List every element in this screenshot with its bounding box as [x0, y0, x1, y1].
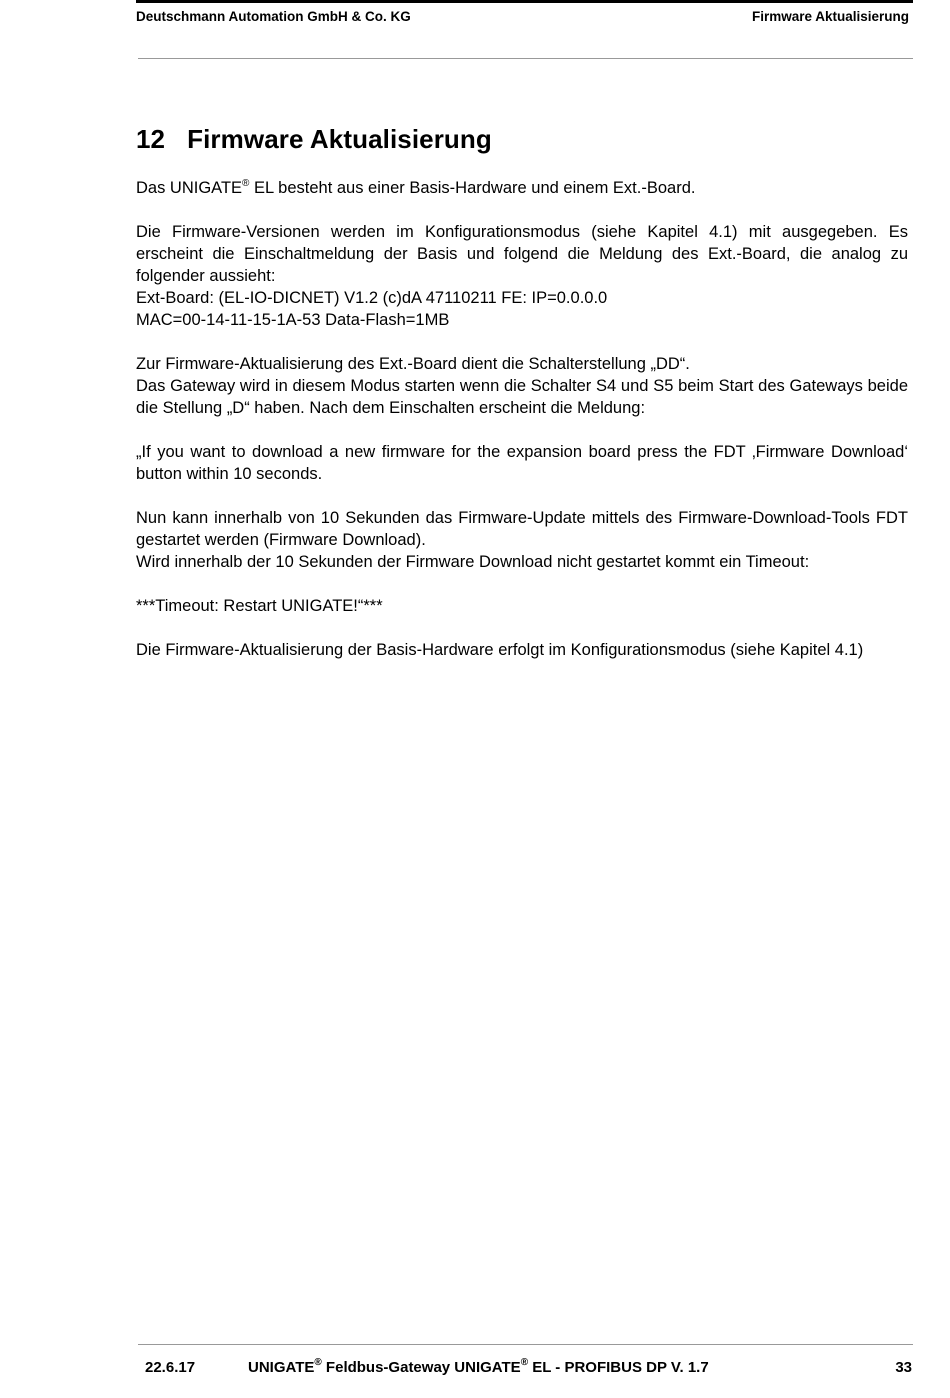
ext-board-line-2: MAC=00-14-11-15-1A-53 Data-Flash=1MB: [136, 311, 450, 329]
footer-divider: [138, 1344, 913, 1345]
footer-registered-a: ®: [314, 1357, 322, 1368]
timeout-message: ***Timeout: Restart UNIGATE!“***: [136, 597, 383, 615]
registered-mark: ®: [242, 178, 250, 189]
footer-title: [248, 1359, 709, 1376]
intro-text-b: EL besteht aus einer Basis-Hardware und einem Ext.-Board.: [249, 179, 696, 197]
chapter-title: Firmware Aktualisierung: [187, 124, 492, 154]
paragraph-timeout-note: Wird innerhalb der 10 Sekunden der Firmware Download nicht gestartet kommt ein Timeout:: [136, 553, 810, 571]
top-rule: [136, 0, 913, 3]
footer-title-a: UNIGATE: [248, 1359, 315, 1376]
page-header: [136, 9, 909, 24]
chapter-heading: [136, 124, 492, 155]
paragraph-switch: Zur Firmware-Aktualisierung des Ext.-Board dient die Schalterstellung „DD“.: [136, 355, 690, 373]
paragraph-versions: Die Firmware-Versionen werden im Konfigurationsmodus (siehe Kapitel 4.1) mit ausgegeben. Es erscheint die Einschaltmeldung der Basis und folgend die Meldung des Ext.-Board, die analog zu folgender aussieht:: [136, 223, 908, 285]
page-number: 33: [895, 1359, 912, 1376]
chapter-number: 12: [136, 124, 166, 154]
footer-title-c: EL - PROFIBUS DP V. 1.7: [528, 1359, 709, 1376]
paragraph-intro: [136, 177, 908, 199]
footer-title-b: Feldbus-Gateway UNIGATE: [321, 1359, 521, 1376]
paragraph-gateway-mode: Das Gateway wird in diesem Modus starten wenn die Schalter S4 und S5 beim Start des Gateways beide die Stellung „D“ haben. Nach dem Einschalten erscheint die Meldung:: [136, 377, 908, 417]
ext-board-line-1: Ext-Board: (EL-IO-DICNET) V1.2 (c)dA 47110211 FE: IP=0.0.0.0: [136, 289, 608, 307]
footer-date: 22.6.17: [145, 1359, 196, 1376]
header-company: Deutschmann Automation GmbH & Co. KG: [136, 9, 411, 24]
footer-registered-b: ®: [520, 1357, 529, 1368]
paragraph-base-update: Die Firmware-Aktualisierung der Basis-Hardware erfolgt im Konfigurationsmodus (siehe Kapitel 4.1): [136, 641, 864, 659]
header-section: Firmware Aktualisierung: [751, 9, 909, 24]
header-divider: [138, 58, 913, 59]
paragraph-message: „If you want to download a new firmware for the expansion board press the FDT ‚Firmware Download‘ button within 10 seconds.: [136, 443, 908, 483]
intro-text-a: Das UNIGATE: [136, 179, 243, 197]
body-text: [136, 177, 908, 661]
paragraph-update: Nun kann innerhalb von 10 Sekunden das Firmware-Update mittels des Firmware-Download-Tools FDT gestartet werden (Firmware Download).: [136, 509, 908, 549]
